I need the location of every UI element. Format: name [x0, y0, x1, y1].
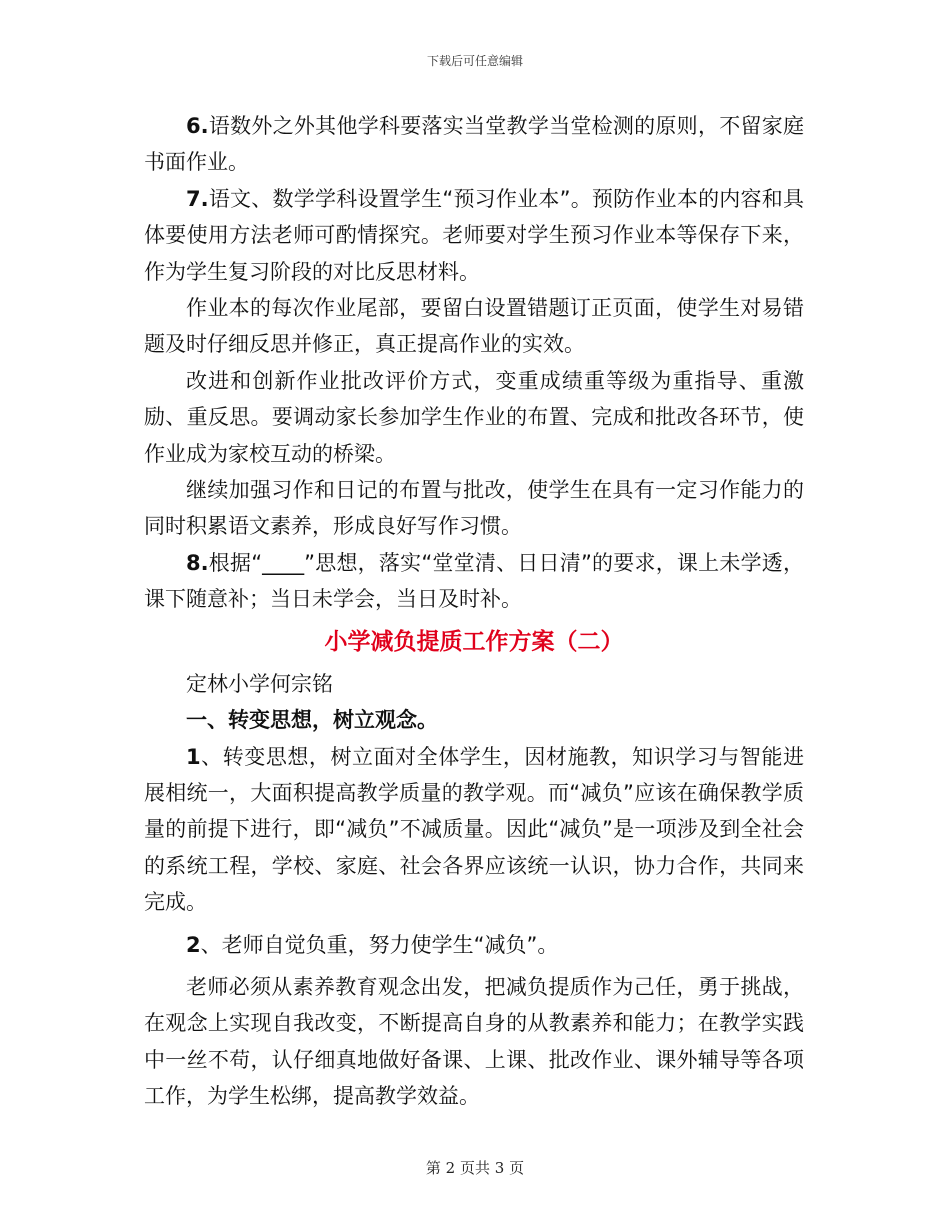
- paragraph-point-1: [144, 739, 804, 921]
- item-number: 2: [186, 932, 201, 957]
- item-number: 7.: [186, 186, 209, 211]
- paragraph-item-6: [144, 108, 804, 181]
- heading-level-1: 一、转变思想，树立观念。: [186, 708, 438, 733]
- author-line: 定林小学何宗铭: [186, 671, 333, 696]
- paragraph-writing-diary: 继续加强习作和日记的布置与批改，使学生在具有一定习作能力的同时积累语文素养，形成良好写作习惯。: [144, 478, 804, 539]
- paragraph-teacher-duty: 老师必须从素养教育观念出发，把减负提质作为己任，勇于挑战，在观念上实现自我改变，不断提高自身的从教素养和能力；在教学实践中一丝不苟，认仔细真地做好备课、上课、批改作业、课外辅导等各项工作，为学生松绑，提高教学效益。: [144, 974, 804, 1109]
- item-number: 1: [186, 744, 201, 769]
- page-header: 下载后可任意编辑: [426, 54, 523, 68]
- paragraph-grading-method: 改进和创新作业批改评价方式，变重成绩重等级为重指导、重激励、重反思。要调动家长参加学生作业的布置、完成和批改各环节，使作业成为家校互动的桥梁。: [144, 368, 804, 466]
- section-title: 小学减负提质工作方案（二）: [324, 628, 624, 655]
- paragraph-item-8: [144, 545, 804, 618]
- paragraph-text: 、老师自觉负重，努力使学生“减负”。: [200, 932, 559, 957]
- paragraph-text: 根据“____”思想，落实“堂堂清、日日清”的要求，课上未学透，课下随意补；当日未学会，当日及时补。: [144, 550, 804, 612]
- paragraph-text: 语文、数学学科设置学生“预习作业本”。预防作业本的内容和具体要使用方法老师可酌情探究。老师要对学生预习作业本等保存下来，作为学生复习阶段的对比反思材料。: [144, 186, 804, 284]
- document-body: [144, 108, 804, 1115]
- paragraph-item-7: [144, 181, 804, 290]
- item-number: 8.: [186, 550, 209, 575]
- item-number: 6.: [186, 114, 209, 138]
- paragraph-text: 语数外之外其他学科要落实当堂教学当堂检测的原则，不留家庭书面作业。: [144, 114, 804, 175]
- paragraph-homework-review: 作业本的每次作业尾部，要留白设置错题订正页面，使学生对易错题及时仔细反思并修正，真正提高作业的实效。: [144, 296, 804, 357]
- paragraph-point-2: [144, 927, 804, 963]
- page-footer: 第 2 页共 3 页: [425, 1159, 525, 1177]
- paragraph-text: 、转变思想，树立面对全体学生，因材施教，知识学习与智能进展相统一，大面积提高教学质量的教学观。而“减负”应该在确保教学质量的前提下进行，即“减负”不减质量。因此“减负”是一项涉及到全社会的系统工程，学校、家庭、社会各界应该统一认识，协力合作，共同来完成。: [144, 744, 804, 915]
